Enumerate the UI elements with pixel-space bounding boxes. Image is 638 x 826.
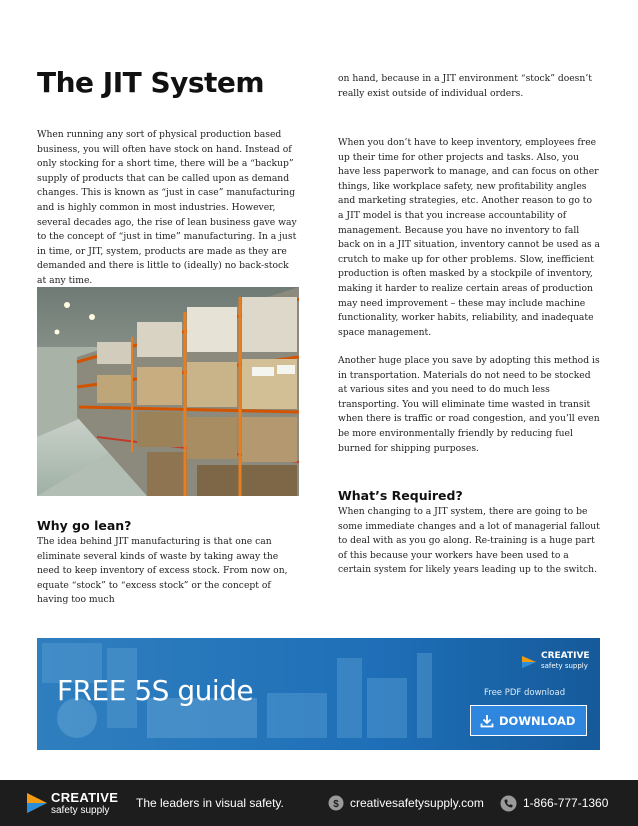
col2-paragraph-benefits: When you don’t have to keep inventory, employees free up their time for other projects and tasks. Also, you have less paperwork to manage, and can focus on other things, like workplace safety, new profitability angles and marketing strategies, etc. Another reason to go to a JIT model is that you increase accountability of management. Because you have no inventory to fall back on in a JIT situation, inventory cannot be used as a crutch to make up for other problems. Slow, inefficient production is often masked by a stockpile of inventory, making it harder to realize certain areas of production may need improvement – these may include machine functionality, worker habits, reliability, and inadequate space management. (338, 137, 600, 338)
col2-continuation-paragraph: on hand, because in a JIT environment “stock” doesn’t really exist outside of individual orders. (338, 73, 592, 99)
footer-bar (0, 780, 638, 826)
whats-required-heading: What’s Required? (338, 488, 463, 503)
page-title: The JIT System (37, 66, 265, 99)
banner-brand-line1: CREATIVE (541, 651, 590, 661)
footer-website-link[interactable]: creativesafetysupply.com (350, 796, 484, 810)
brand-logo-icon (26, 791, 48, 815)
brand-logo-icon (520, 653, 538, 671)
banner-pdf-text: Free PDF download (484, 688, 566, 698)
download-button[interactable] (470, 705, 587, 736)
banner-brand-line2: safety supply (541, 662, 588, 670)
footer-phone-number[interactable]: 1-866-777-1360 (523, 796, 609, 810)
why-go-lean-paragraph: The idea behind JIT manufacturing is that one can eliminate several kinds of waste by taking away the need to keep inventory of excess stock. From now on, equate “stock” to “excess stock” or the concept of having too much (37, 536, 288, 606)
footer-brand-line2: safety supply (51, 805, 110, 816)
phone-icon (500, 795, 517, 812)
warehouse-photo (37, 287, 299, 496)
footer-brand-line1: CREATIVE (51, 790, 119, 805)
free-5s-guide-banner[interactable] (37, 638, 600, 750)
banner-brand-logo (520, 649, 600, 675)
banner-headline: FREE 5S guide (57, 674, 254, 707)
globe-icon (328, 795, 344, 811)
whats-required-paragraph: When changing to a JIT system, there are going to be some immediate changes and a lot of managerial fallout to deal with as you go along. Re-training is a huge part of this because your workers have been used to a certain system for likely years leading up to the switch. (338, 506, 600, 576)
col2-paragraph-transportation: Another huge place you save by adopting this method is in transportation. Materials do not need to be stocked at various sites and you need to do much less transporting. You will eliminate time wasted in transit when there is traffic or road congestion, and you’ll even be more environmentally friendly by reducing fuel burned for shipping purposes. (338, 355, 600, 454)
footer-tagline: The leaders in visual safety. (136, 796, 284, 810)
footer-brand-logo[interactable] (26, 788, 126, 818)
download-label: DOWNLOAD (499, 714, 576, 728)
svg-text:$: $ (333, 799, 339, 810)
why-go-lean-heading: Why go lean? (37, 518, 132, 533)
download-icon (480, 714, 494, 728)
intro-paragraph: When running any sort of physical production based business, you will often have stock on hand. Instead of only stocking for a short time, there will be a “backup” supply of products that can be called upon as demand changes. This is known as “just in case” manufacturing and is highly common in most industries. However, several decades ago, the rise of lean business gave way to the concept of “just in time” manufacturing. In a just in time, or JIT, system, products are made as they are demanded and there is little to (ideally) no back-stock at any time. (37, 129, 297, 286)
